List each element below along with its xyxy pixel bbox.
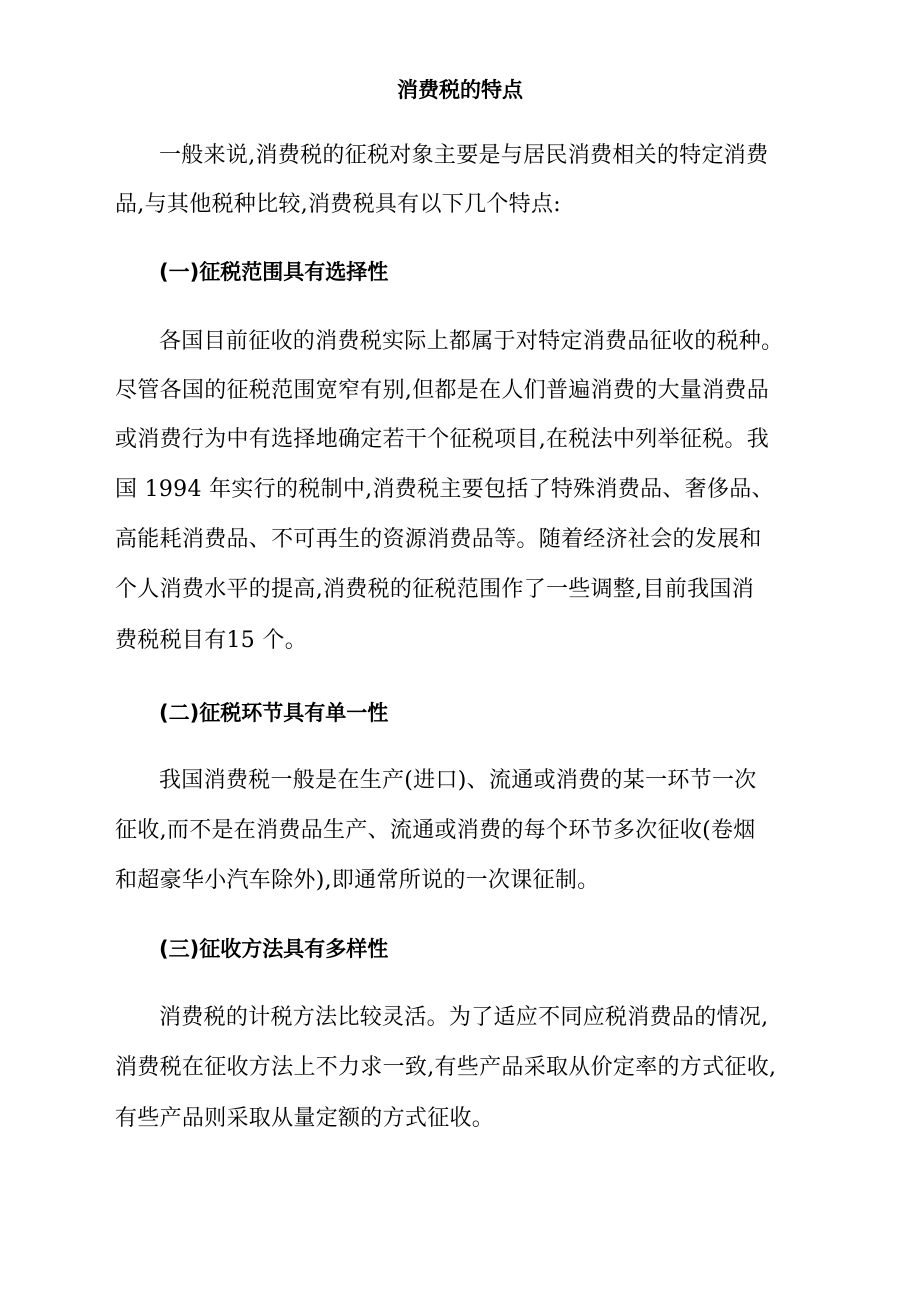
paragraph-line: 有些产品则采取从量定额的方式征收。: [115, 1106, 495, 1131]
document-title: 消费税的特点: [397, 78, 523, 102]
paragraph-line: 各国目前征收的消费税实际上都属于对特定消费品征收的税种。: [159, 329, 784, 354]
intro-line: 品,与其他税种比较,消费税具有以下几个特点:: [115, 192, 561, 217]
paragraph-line: 个人消费水平的提高,消费税的征税范围作了一些调整,目前我国消: [115, 577, 754, 602]
section-heading-2: (二)征税环节具有单一性: [159, 701, 389, 725]
paragraph-line: 国 1994 年实行的税制中,消费税主要包括了特殊消费品、奢侈品、: [115, 477, 774, 502]
paragraph-line: 消费税的计税方法比较灵活。为了适应不同应税消费品的情况,: [159, 1005, 769, 1030]
paragraph-line: 或消费行为中有选择地确定若干个征税项目,在税法中列举征税。我: [115, 427, 769, 452]
paragraph-line: 和超豪华小汽车除外),即通常所说的一次课征制。: [115, 868, 600, 893]
paragraph-line: 高能耗消费品、不可再生的资源消费品等。随着经济社会的发展和: [115, 527, 762, 552]
section-heading-3: (三)征收方法具有多样性: [159, 937, 389, 961]
intro-line: 一般来说,消费税的征税对象主要是与居民消费相关的特定消费: [159, 143, 769, 168]
section-heading-1: (一)征税范围具有选择性: [159, 260, 389, 284]
paragraph-line: 费税税目有15 个。: [115, 628, 307, 653]
paragraph-line: 尽管各国的征税范围宽窄有别,但都是在人们普遍消费的大量消费品: [115, 378, 769, 403]
paragraph-line: 消费税在征收方法上不力求一致,有些产品采取从价定率的方式征收,: [115, 1055, 777, 1080]
paragraph-line: 我国消费税一般是在生产(进口)、流通或消费的某一环节一次: [159, 768, 757, 793]
paragraph-line: 征收,而不是在消费品生产、流通或消费的每个环节多次征收(卷烟: [115, 818, 756, 843]
